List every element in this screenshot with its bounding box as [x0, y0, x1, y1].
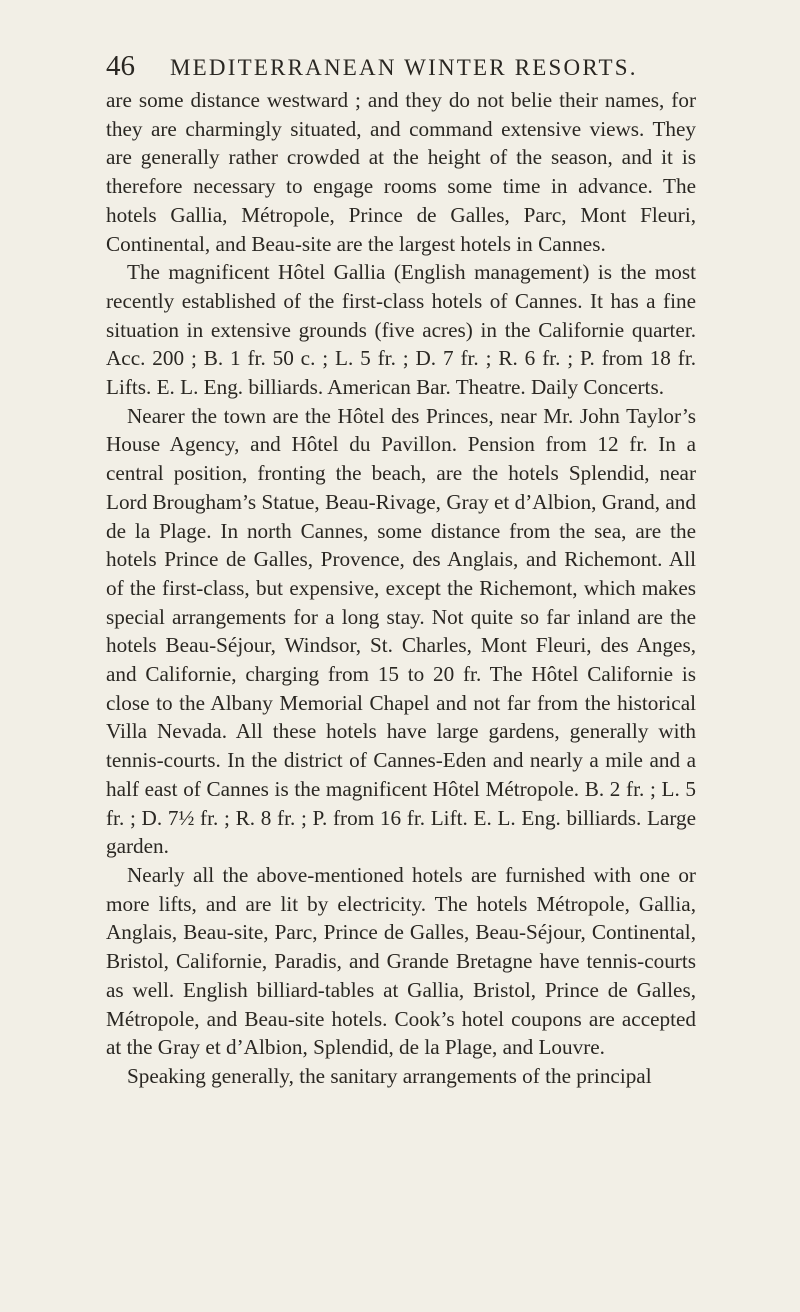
page-header — [106, 48, 706, 88]
running-head: MEDITERRANEAN WINTER RESORTS. — [170, 55, 638, 80]
paragraph-sanitary: Speaking generally, the sanitary arrangements of the principal — [127, 1063, 652, 1088]
paragraph-amenities: Nearly all the above-mentioned hotels are furnished with one or more lifts, and are lit by electricity. The hotels Métropole, Gallia, Anglais, Beau-site, Parc, Prince de Galles, Beau-Séjour, Continental, Bristol, Californie, Paradis, and Grande Bretagne have tennis-courts as well. English billiard-tables at Gallia, Bristol, Prince de Galles, Métropole, and Beau-site hotels. Cook’s hotel coupons are accepted at the Gray et d’Albion, Splendid, de la Plage, and Louvre. — [106, 862, 696, 1060]
paragraph-hotels-overview: are some distance westward ; and they do not belie their names, for they are charmingly situated, and command extensive views. They are generally rather crowded at the height of the season, and it is therefore necessary to engage rooms some time in advance. The hotels Gallia, Métropole, Prince de Galles, Parc, Mont Fleuri, Continental, and Beau-site are the largest hotels in Cannes. — [106, 88, 696, 256]
page-number: 46 — [106, 50, 135, 82]
body-text — [106, 86, 696, 1091]
paragraph-hotels-by-district: Nearer the town are the Hôtel des Princes, near Mr. John Taylor’s House Agency, and Hôtel du Pavillon. Pension from 12 fr. In a central position, fronting the beach, are the hotels Splendid, near Lord Brougham’s Statue, Beau-Rivage, Gray et d’Albion, Grand, and de la Plage. In north Cannes, some distance from the sea, are the hotels Prince de Galles, Provence, des Anglais, and Richemont. All of the first-class, but expensive, except the Richemont, which makes special arrangements for a long stay. Not quite so far inland are the hotels Beau-Séjour, Windsor, St. Charles, Mont Fleuri, des Anges, and Californie, charging from 15 to 20 fr. The Hôtel Californie is close to the Albany Memorial Chapel and not far from the historical Villa Nevada. All these hotels have large gardens, generally with tennis-courts. In the district of Cannes-Eden and nearly a mile and a half east of Cannes is the magnificent Hôtel Métropole. B. 2 fr. ; L. 5 fr. ; D. 7½ fr. ; R. 8 fr. ; P. from 16 fr. Lift. E. L. Eng. billiards. Large garden. — [106, 403, 696, 859]
paragraph-hotel-gallia: The magnificent Hôtel Gallia (English management) is the most recently established of the first-class hotels of Cannes. It has a fine situation in extensive grounds (five acres) in the Californie quarter. Acc. 200 ; B. 1 fr. 50 c. ; L. 5 fr. ; D. 7 fr. ; R. 6 fr. ; P. from 18 fr. Lifts. E. L. Eng. billiards. American Bar. Theatre. Daily Concerts. — [106, 260, 696, 400]
